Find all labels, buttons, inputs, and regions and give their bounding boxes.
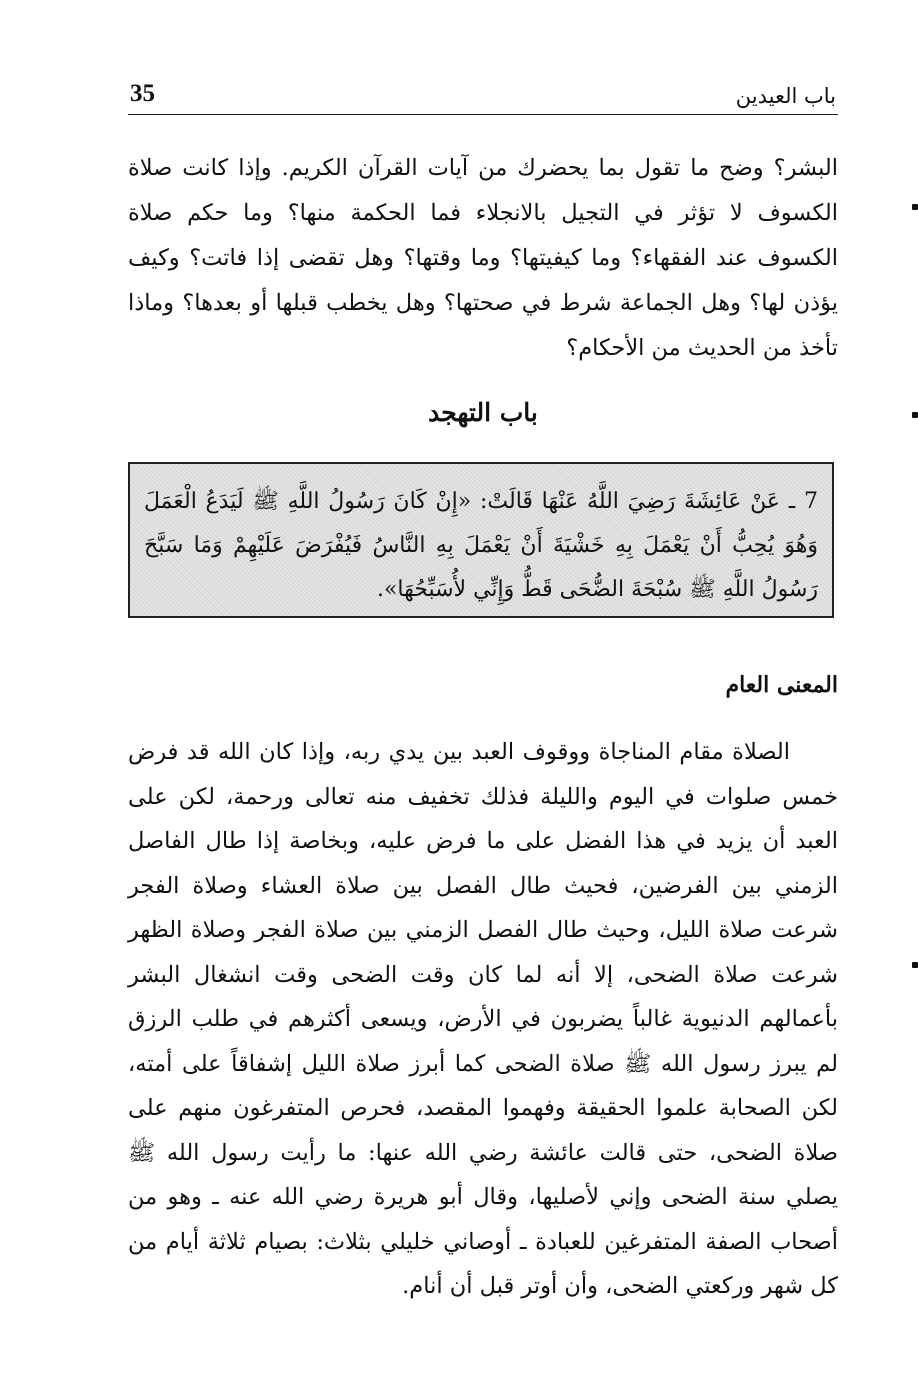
subheading-general-meaning: المعنى العام <box>725 672 838 698</box>
page-header <box>128 74 838 115</box>
page-number: 35 <box>130 80 155 107</box>
margin-mark <box>912 962 918 968</box>
running-head: باب العيدين <box>735 84 836 108</box>
section-title: باب التهجد <box>428 398 538 427</box>
hadith-box <box>128 462 834 618</box>
body-paragraph-questions: البشر؟ وضح ما تقول بما يحضرك من آيات القرآن الكريم. وإذا كانت صلاة الكسوف لا تؤثر في التجيل بالانجلاء فما الحكمة منها؟ وما حكم صلاة الكسوف عند الفقهاء؟ وما كيفيتها؟ وما وقتها؟ وهل تقضى إذا فاتت؟ وكيف يؤذن لها؟ وهل الجماعة شرط في صحتها؟ وهل يخطب قبلها أو بعدها؟ وماذا تأخذ من الحديث من الأحكام؟ <box>128 155 838 361</box>
body-paragraph-explanation: الصلاة مقام المناجاة ووقوف العبد بين يدي ربه، وإذا كان الله قد فرض خمس صلوات في اليوم والليلة فذلك تخفيف منه تعالى ورحمة، لكن على العبد أن يزيد في هذا الفضل على ما فرض عليه، وبخاصة إذا طال الفاصل الزمني بين الفرضين، فحيث طال الفصل بين صلاة العشاء وصلاة الفجر شرعت صلاة الليل، وحيث طال الفصل الزمني بين صلاة الفجر وصلاة الظهر شرعت صلاة الضحى، إلا أنه لما كان وقت الضحى وقت انشغال البشر بأعمالهم الدنيوية غالباً يضربون في الأرض، ويسعى أكثرهم في طلب الرزق لم يبرز رسول الله ﷺ صلاة الضحى كما أبرز صلاة الليل إشفاقاً على أمته، لكن الصحابة علموا الحقيقة وفهموا المقصد، فحرص المتفرغون منهم على صلاة الضحى، حتى قالت عائشة رضي الله عنها: ما رأيت رسول الله ﷺ يصلي سنة الضحى وإني لأصليها، وقال أبو هريرة رضي الله عنه ـ وهو من أصحاب الصفة المتفرغين للعبادة ـ أوصاني خليلي بثلاث: بصيام ثلاثة أيام من كل شهر وركعتي الضحى، وأن أوتر قبل أن أنام. <box>128 739 838 1299</box>
hadith-text: 7 ـ عَنْ عَائِشَةَ رَضِيَ اللَّهُ عَنْهَا قَالَتْ: «إِنْ كَانَ رَسُولُ اللَّهِ ﷺ لَيَدَعُ الْعَمَلَ وَهُوَ يُحِبُّ أَنْ يَعْمَلَ بِهِ خَشْيَةَ أَنْ يَعْمَلَ بِهِ النَّاسُ فَيُفْرَضَ عَلَيْهِمْ وَمَا سَبَّحَ رَسُولُ اللَّهِ ﷺ سُبْحَةَ الضُّحَى قَطُّ وَإِنِّي لأُسَبِّحُهَا». <box>144 489 818 602</box>
margin-mark <box>912 412 918 418</box>
margin-mark <box>912 204 918 210</box>
